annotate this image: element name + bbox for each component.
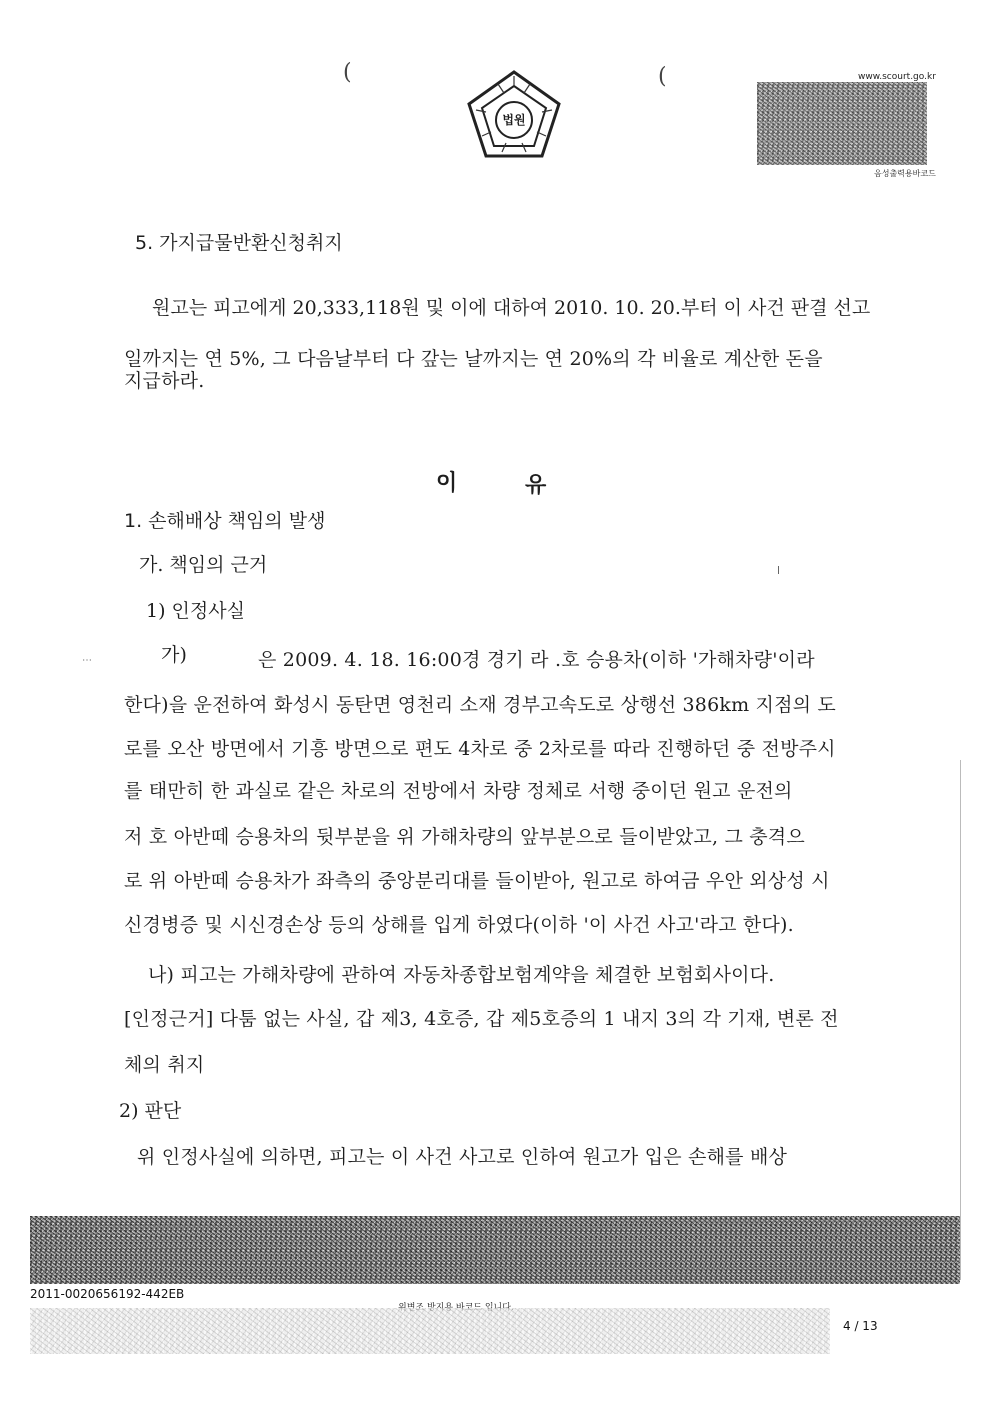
section5-line-1 — [152, 293, 871, 320]
document-code: 2011-0020656192-442EB — [30, 1287, 185, 1301]
scan-tick — [778, 566, 779, 574]
basis-line-2: 체의 취지 — [124, 1054, 205, 1076]
fact-a-line-2: 로를 오산 방면에서 기흥 방면으로 편도 4차로 중 2차로를 따라 진행하던 중 전방주시 — [124, 738, 836, 760]
fact-a-line-3: 를 태만히 한 과실로 같은 차로의 전방에서 차량 정체로 서행 중이던 원고 운전의 — [124, 780, 793, 802]
section5-line-2: 일까지는 연 5%, 그 다음날부터 다 갚는 날까지는 연 20%의 각 비율로 계산한 돈을 — [124, 348, 823, 370]
reason-title-right: 유 — [525, 472, 547, 498]
page-number: 4 / 13 — [843, 1319, 878, 1333]
seal-text: 법원 — [502, 113, 526, 127]
fact-a-line-6: 신경병증 및 시신경손상 등의 상해를 입게 하였다(이하 '이 사건 사고'라고 한다). — [124, 914, 794, 936]
fact-a-line-5: 로 위 아반떼 승용차가 좌측의 중앙분리대를 들이받아, 원고로 하여금 우안 외상성 시 — [124, 870, 830, 892]
tamper-barcode — [30, 1216, 960, 1284]
heading-4: 2) 판단 — [119, 1100, 182, 1122]
scan-mark-right: ( — [658, 64, 667, 89]
section5-heading: 5. 가지급물반환신청취지 — [135, 232, 343, 254]
barcode-caption: 음성출력용바코드 — [874, 169, 936, 178]
footer-scan-noise — [30, 1308, 830, 1354]
scan-dots: ⋯ — [82, 655, 92, 666]
basis-line-1: [인정근거] 다툼 없는 사실, 갑 제3, 4호증, 갑 제5호증의 1 내지 3의 각 기재, 변론 전 — [124, 1008, 839, 1030]
court-seal — [462, 66, 566, 162]
reason-title-left: 이 — [436, 470, 458, 496]
barcode-2d — [757, 82, 927, 165]
section5-line-1-text: 원고는 피고에게 20,333,118원 및 이에 대하여 2010. 10. 20.부터 이 사건 판결 선고 — [152, 297, 871, 319]
section5-line-3: 지급하라. — [124, 370, 205, 392]
fact-a-first: 은 2009. 4. 18. 16:00경 경기 라 .호 승용차(이하 '가해차량'이라 — [258, 649, 815, 671]
scan-edge — [960, 760, 961, 1280]
fact-a-line-4: 저 호 아반떼 승용차의 뒷부분을 위 가해차량의 앞부분으로 들이받았고, 그 충격으 — [124, 826, 805, 848]
fact-a-prefix: 가) — [161, 644, 188, 666]
judgment-line: 위 인정사실에 의하면, 피고는 이 사건 사고로 인하여 원고가 입은 손해를 배상 — [137, 1146, 788, 1168]
fact-a-line-1: 한다)을 운전하여 화성시 동탄면 영천리 소재 경부고속도로 상행선 386km 지점의 도 — [124, 694, 836, 716]
site-url: www.scourt.go.kr — [858, 72, 936, 82]
heading-1: 1. 손해배상 책임의 발생 — [124, 510, 326, 532]
fact-b: 나) 피고는 가해차량에 관하여 자동차종합보험계약을 체결한 보험회사이다. — [148, 964, 775, 986]
heading-3: 1) 인정사실 — [146, 600, 245, 622]
heading-2: 가. 책임의 근거 — [139, 554, 268, 576]
scan-mark-left: ( — [343, 60, 352, 85]
